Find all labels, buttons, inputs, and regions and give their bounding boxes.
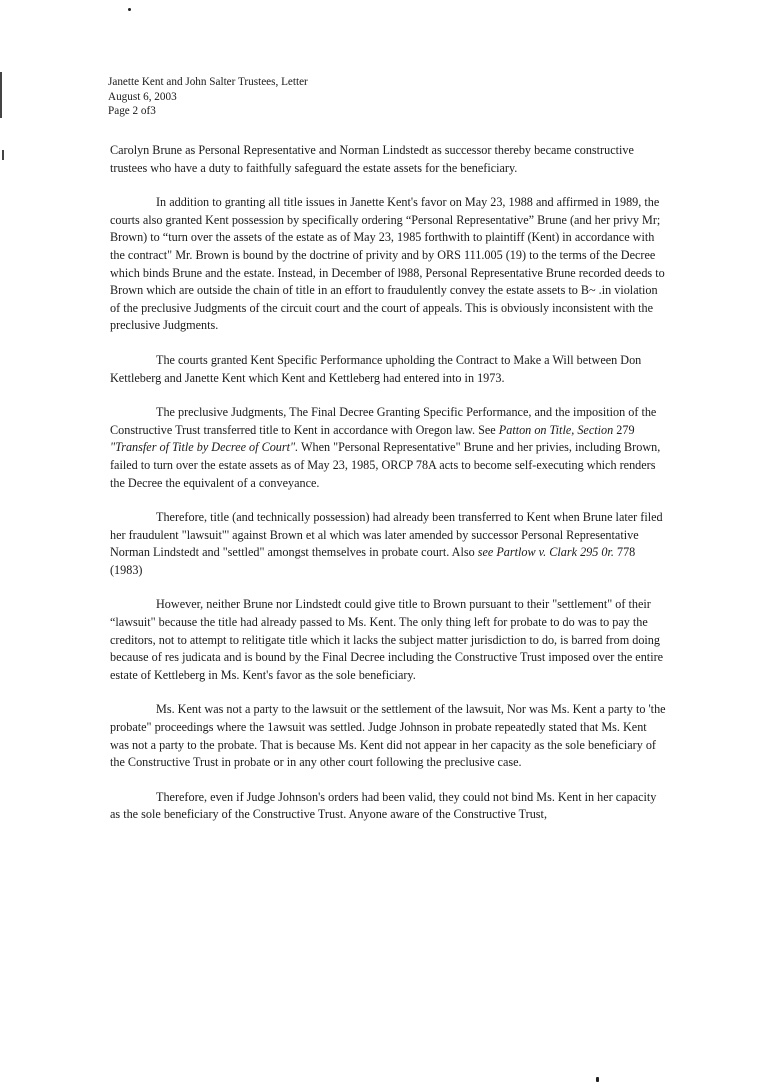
text-run: The courts granted Kent Specific Performance upholding the Contract to Make a Will between Don Kettleberg and Janette Kent which Kent and Kettleberg had entered into in 1973. xyxy=(110,352,642,385)
scan-speck xyxy=(596,1077,599,1082)
letter-body xyxy=(110,142,666,841)
text-run: Ms. Kent was not a party to the lawsuit or the settlement of the lawsuit, Nor was Ms. Kent a party to 'the probate" proceedings where the 1awsuit was settled. Judge Johnson in probate repeatedly stated that Ms. Kent was not a party to the probate. That is because Ms. Kent did not appear in her capacity as the sole beneficiary of the Constructive Trust in probate or in any other court following the preclusive case. xyxy=(110,702,666,770)
paragraph xyxy=(110,142,666,177)
text-run: Therefore, title (and technically possession) had already been transferred to Kent when Brune later filed her fraudulent "lawsuit"' against Brown et al which was later amended by successor Personal Representative Norman Lindstedt and "settled" amongst themselves in probate court. Also xyxy=(110,510,663,560)
italic-citation: see Partlow v. Clark 295 0r. xyxy=(477,545,614,560)
scan-speck xyxy=(128,8,131,11)
paragraph xyxy=(110,194,666,335)
paragraph xyxy=(110,789,666,824)
header-page-number: Page 2 of3 xyxy=(108,105,156,117)
text-run: When "Personal Representative" Brune and her privies, including Brown, failed to turn over the estate assets as of May 23, 1985, ORCP 78A acts to become self-executing which renders the Decree the equivalent of a conveyance. xyxy=(110,440,661,490)
text-run: 279 xyxy=(613,422,635,437)
paragraph xyxy=(110,404,666,492)
header-title: Janette Kent and John Salter Trustees, Letter xyxy=(108,76,308,88)
paragraph xyxy=(110,509,666,579)
italic-citation: Patton on Title, Section xyxy=(498,422,614,437)
text-run: Therefore, even if Judge Johnson's orders had been valid, they could not bind Ms. Kent in her capacity as the sole beneficiary of the Constructive Trust. Anyone aware of the Constructive Trust, xyxy=(110,789,657,822)
letter-header xyxy=(108,75,308,119)
text-run: Carolyn Brune as Personal Representative and Norman Lindstedt as successor thereby became constructive trustees who have a duty to faithfully safeguard the estate assets for the beneficiary. xyxy=(110,143,634,175)
scan-edge-mark xyxy=(2,150,4,160)
paragraph xyxy=(110,352,666,387)
text-run: The preclusive Judgments, The Final Decree Granting Specific Performance, and the imposition of the Constructive Trust transferred title to Kent in accordance with Oregon law. See xyxy=(110,405,657,437)
text-run: 778 (1983) xyxy=(110,545,636,577)
scan-edge-mark xyxy=(0,72,2,118)
text-run: However, neither Brune nor Lindstedt could give title to Brown pursuant to their "settlement" of their “lawsuit" because the title had already passed to Ms. Kent. The only thing left for probate to do was to pay the creditors, not to attempt to relitigate title which it lacks the subject matter jurisdiction to do, is barred from doing because of res judicata and is bound by the Final Decree including the Constructive Trust imposed over the entire estate of Kettleberg in Ms. Kent's favor as the sole beneficiary. xyxy=(110,597,664,682)
text-run: In addition to granting all title issues in Janette Kent's favor on May 23, 1988 and affirmed in 1989, the courts also granted Kent possession by specifically ordering “Personal Representative” Brune (and her privy Mr; Brown) to “turn over the assets of the estate as of May 23, 1985 forthwith to plaintiff (Kent) in accordance with the contract" Mr. Brown is bound by the doctrine of privity and by ORS 111.005 (19) to the terms of the Decree which binds Brune and the estate. Instead, in December of l988, Personal Representative Brune recorded deeds to Brown which are outside the chain of title in an effort to fraudulently convey the estate assets to B~ .in violation of the preclusive Judgments of the circuit court and the court of appeals. This is obviously inconsistent with the preclusive Judgments. xyxy=(110,195,665,333)
paragraph xyxy=(110,596,666,684)
header-date: August 6, 2003 xyxy=(108,90,177,103)
italic-citation: "Transfer of Title by Decree of Court". xyxy=(110,440,299,455)
paragraph xyxy=(110,701,666,771)
